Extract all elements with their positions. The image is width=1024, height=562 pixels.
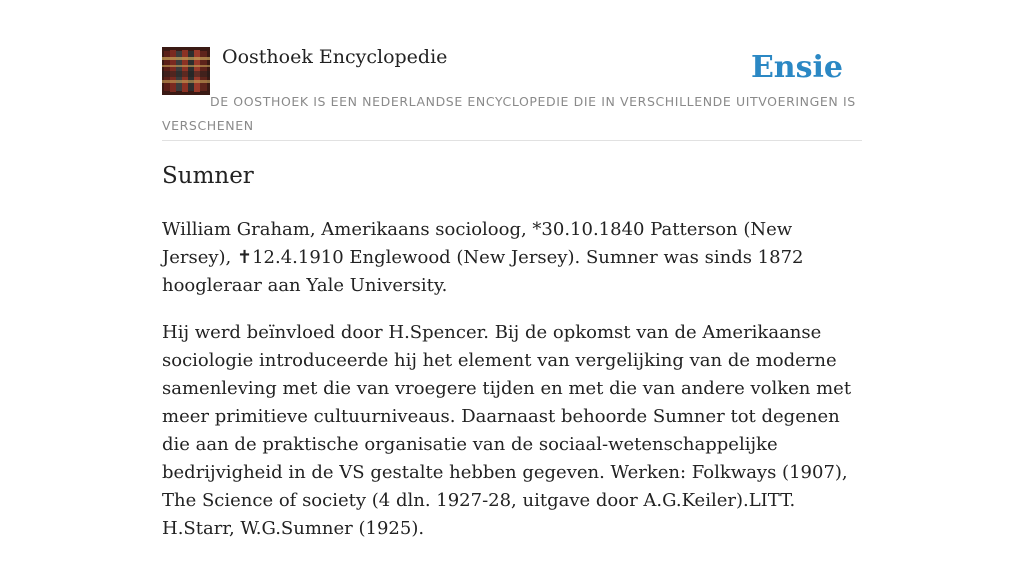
site-header: [162, 0, 862, 141]
encyclopedia-books-icon[interactable]: [162, 47, 210, 95]
site-tagline: DE OOSTHOEK IS EEN NEDERLANDSE ENCYCLOPEDIE DIE IN VERSCHILLENDE UITVOERINGEN IS VERSCHENEN: [162, 94, 856, 133]
article-paragraph: William Graham, Amerikaans socioloog, *30.10.1840 Patterson (New Jersey), ✝12.4.1910 Englewood (New Jersey). Sumner was sinds 1872 hoogleraar aan Yale University.: [162, 219, 804, 296]
site-title-link[interactable]: Oosthoek Encyclopedie: [222, 46, 448, 68]
brand-logo-link[interactable]: Ensie: [750, 50, 843, 85]
article-paragraph: Hij werd beïnvloed door H.Spencer. Bij de opkomst van de Amerikaanse sociologie introduceerde hij het element van vergelijking van de moderne samenleving met die van vroegere tijden en met die van andere volken met meer primitieve cultuurniveaus. Daarnaast behoorde Sumner tot degenen die aan de praktische organisatie van de sociaal-wetenschappelijke bedrijvigheid in de VS gestalte hebben gegeven. Werken: Folkways (1907), The Science of society (4 dln. 1927-28, uitgave door A.G.Keiler).LITT. H.Starr, W.G.Sumner (1925).: [162, 322, 852, 539]
article-title: Sumner: [162, 163, 254, 189]
article-body: [162, 216, 867, 562]
page-container: [162, 0, 862, 539]
